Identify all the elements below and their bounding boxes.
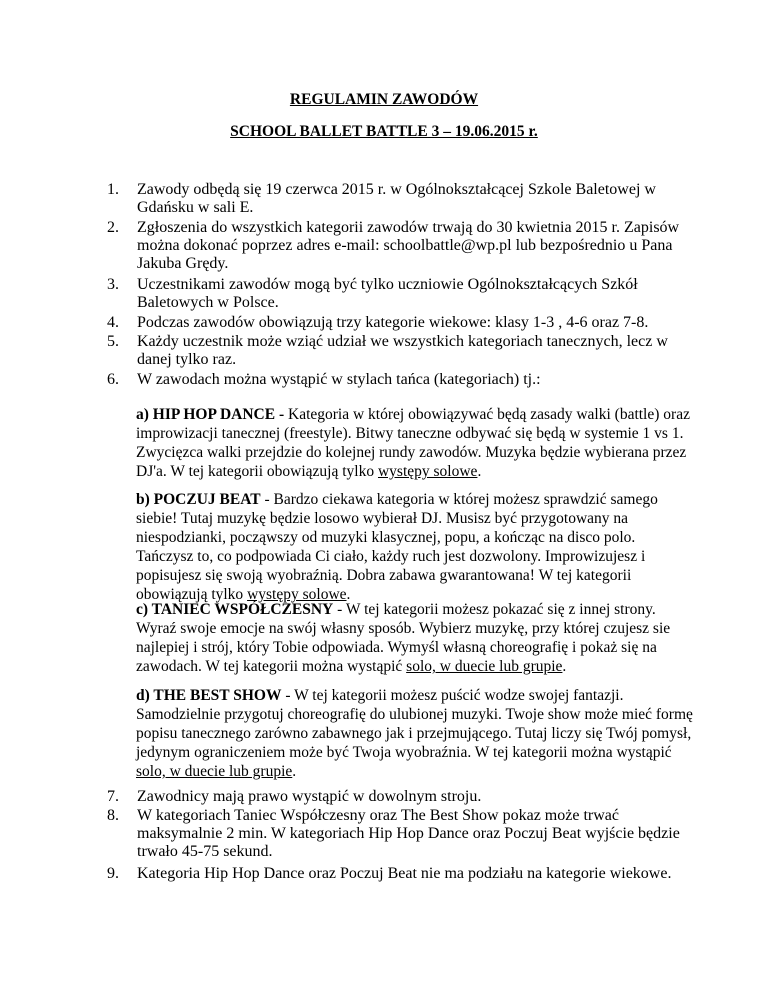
category-body: Kategoria w której obowiązywać będą zasady walki (battle) oraz improwizacji tanecznej (freestyle). Bitwy taneczne odbywać się będą w systemie 1 vs 1. Zwycięzca walki przejdzie do kolejnej rundy zawodów. Muzyka będzie wybierana przez DJ'a. W tej kategorii obowiązują tylko xyxy=(136,406,690,480)
category-heading: a) HIP HOP DANCE - xyxy=(136,406,285,423)
category-heading: c) TANIEC WSPÓŁCZESNY xyxy=(136,601,334,618)
category-hip-hop-dance: a) HIP HOP DANCE - Kategoria w której obowiązywać będą zasady walki (battle) oraz improwizacji tanecznej (freestyle). Bitwy taneczne odbywać się będą w systemie 1 vs 1. Zwycięzca walki przejdzie do kolejnej rundy zawodów. Muzyka będzie wybierana przez DJ'a. W tej kategorii obowiązują tylko występy solowe. xyxy=(136,406,690,480)
list-number: 8. xyxy=(107,807,119,824)
list-text: Zawodnicy mają prawo wystąpić w dowolnym stroju. xyxy=(137,788,482,805)
category-heading: d) THE BEST SHOW xyxy=(136,687,282,704)
category-underlined: solo, w duecie lub grupie xyxy=(136,763,293,780)
list-text: W kategoriach Taniec Współczesny oraz The Best Show pokaz może trwać maksymalnie 2 min. W kategoriach Hip Hop Dance oraz Poczuj Beat wyjście będzie trwało 45-75 sekund. xyxy=(137,807,680,860)
list-text: Każdy uczestnik może wziąć udział we wszystkich kategoriach tanecznych, lecz w danej tylko raz. xyxy=(137,333,668,368)
list-number: 3. xyxy=(107,276,119,293)
category-underlined: występy solowe xyxy=(377,463,478,480)
list-text: Zgłoszenia do wszystkich kategorii zawodów trwają do 30 kwietnia 2015 r. Zapisów można dokonać poprzez adres e-mail: schoolbattle@wp.pl lub bezpośrednio u Pana Jakuba Grędy. xyxy=(137,219,680,272)
list-number: 4. xyxy=(107,314,119,331)
category-body: - W tej kategorii możesz puścić wodze swojej fantazji. Samodzielnie przygotuj choreografię do ulubionej muzyki. Twoje show może mieć formę popisu tanecznego zarówno zabawnego jak i przejmującego. Tutaj liczy się Twój pomysł, jedynym ograniczeniem może być Twoja wyobraźnia. W tej kategorii można wystąpić xyxy=(136,687,693,761)
list-number: 9. xyxy=(107,865,119,882)
list-text: Podczas zawodów obowiązują trzy kategorie wiekowe: klasy 1-3 , 4-6 oraz 7-8. xyxy=(137,314,649,331)
list-number: 2. xyxy=(107,219,119,236)
category-taniec-wspolczesny: c) TANIEC WSPÓŁCZESNY - W tej kategorii możesz pokazać się z innej strony. Wyraź swoje emocje na swój własny sposób. Wybierz muzykę, przy której czujesz sie najlepiej i strój, który Tobie odpowiada. Wymyśl własną choreografię i pokaż się na zawodach. W tej kategorii można wystąpić solo, w duecie lub grupie. xyxy=(136,601,671,675)
list-number: 1. xyxy=(107,181,119,198)
category-heading: b) POCZUJ BEAT xyxy=(136,491,261,508)
list-text: Zawody odbędą się 19 czerwca 2015 r. w Ogólnokształcącej Szkole Baletowej w Gdańsku w sali E. xyxy=(137,181,656,216)
list-text: Uczestnikami zawodów mogą być tylko uczniowie Ogólnokształcących Szkół Baletowych w Polsce. xyxy=(137,276,638,311)
list-text: W zawodach można wystąpić w stylach tańca (kategoriach) tj.: xyxy=(137,371,541,388)
category-body: - W tej kategorii możesz pokazać się z innej strony. Wyraź swoje emocje na swój własny sposób. Wybierz muzykę, przy której czujesz sie najlepiej i strój, który Tobie odpowiada. Wymyśl własną choreografię i pokaż się na zawodach. W tej kategorii można wystąpić xyxy=(136,601,671,675)
category-underlined: solo, w duecie lub grupie xyxy=(406,658,563,675)
category-the-best-show: d) THE BEST SHOW - W tej kategorii możesz puścić wodze swojej fantazji. Samodzielnie przygotuj choreografię do ulubionej muzyki. Twoje show może mieć formę popisu tanecznego zarówno zabawnego jak i przejmującego. Tutaj liczy się Twój pomysł, jedynym ograniczeniem może być Twoja wyobraźnia. W tej kategorii można wystąpić solo, w duecie lub grupie. xyxy=(136,687,693,780)
document-subtitle: SCHOOL BALLET BATTLE 3 – 19.06.2015 r. xyxy=(230,123,538,140)
list-number: 7. xyxy=(107,788,119,805)
category-underlined: występy solowe xyxy=(247,586,347,603)
list-number: 6. xyxy=(107,371,119,388)
list-text: Kategoria Hip Hop Dance oraz Poczuj Beat nie ma podziału na kategorie wiekowe. xyxy=(137,865,672,882)
category-body: - Bardzo ciekawa kategoria w której możesz sprawdzić samego siebie! Tutaj muzykę będzie losowo wybierał DJ. Musisz być przygotowany na niespodzianki, począwszy od muzyki klasycznej, popu, a kończąc na disco polo. Tańczysz to, co podpowiada Ci ciało, każdy ruch jest dozwolony. Improwizujesz i popisujesz się swoją wyobraźnią. Dobra zabawa gwarantowana! W tej kategorii obowiązują tylko xyxy=(136,491,658,603)
list-number: 5. xyxy=(107,333,119,350)
category-poczuj-beat: b) POCZUJ BEAT - Bardzo ciekawa kategoria w której możesz sprawdzić samego siebie! Tutaj muzykę będzie losowo wybierał DJ. Musisz być przygotowany na niespodzianki, począwszy od muzyki klasycznej, popu, a kończąc na disco polo. Tańczysz to, co podpowiada Ci ciało, każdy ruch jest dozwolony. Improwizujesz i popisujesz się swoją wyobraźnią. Dobra zabawa gwarantowana! W tej kategorii obowiązują tylko występy solowe. xyxy=(136,491,658,603)
document-title: REGULAMIN ZAWODÓW xyxy=(289,91,479,108)
